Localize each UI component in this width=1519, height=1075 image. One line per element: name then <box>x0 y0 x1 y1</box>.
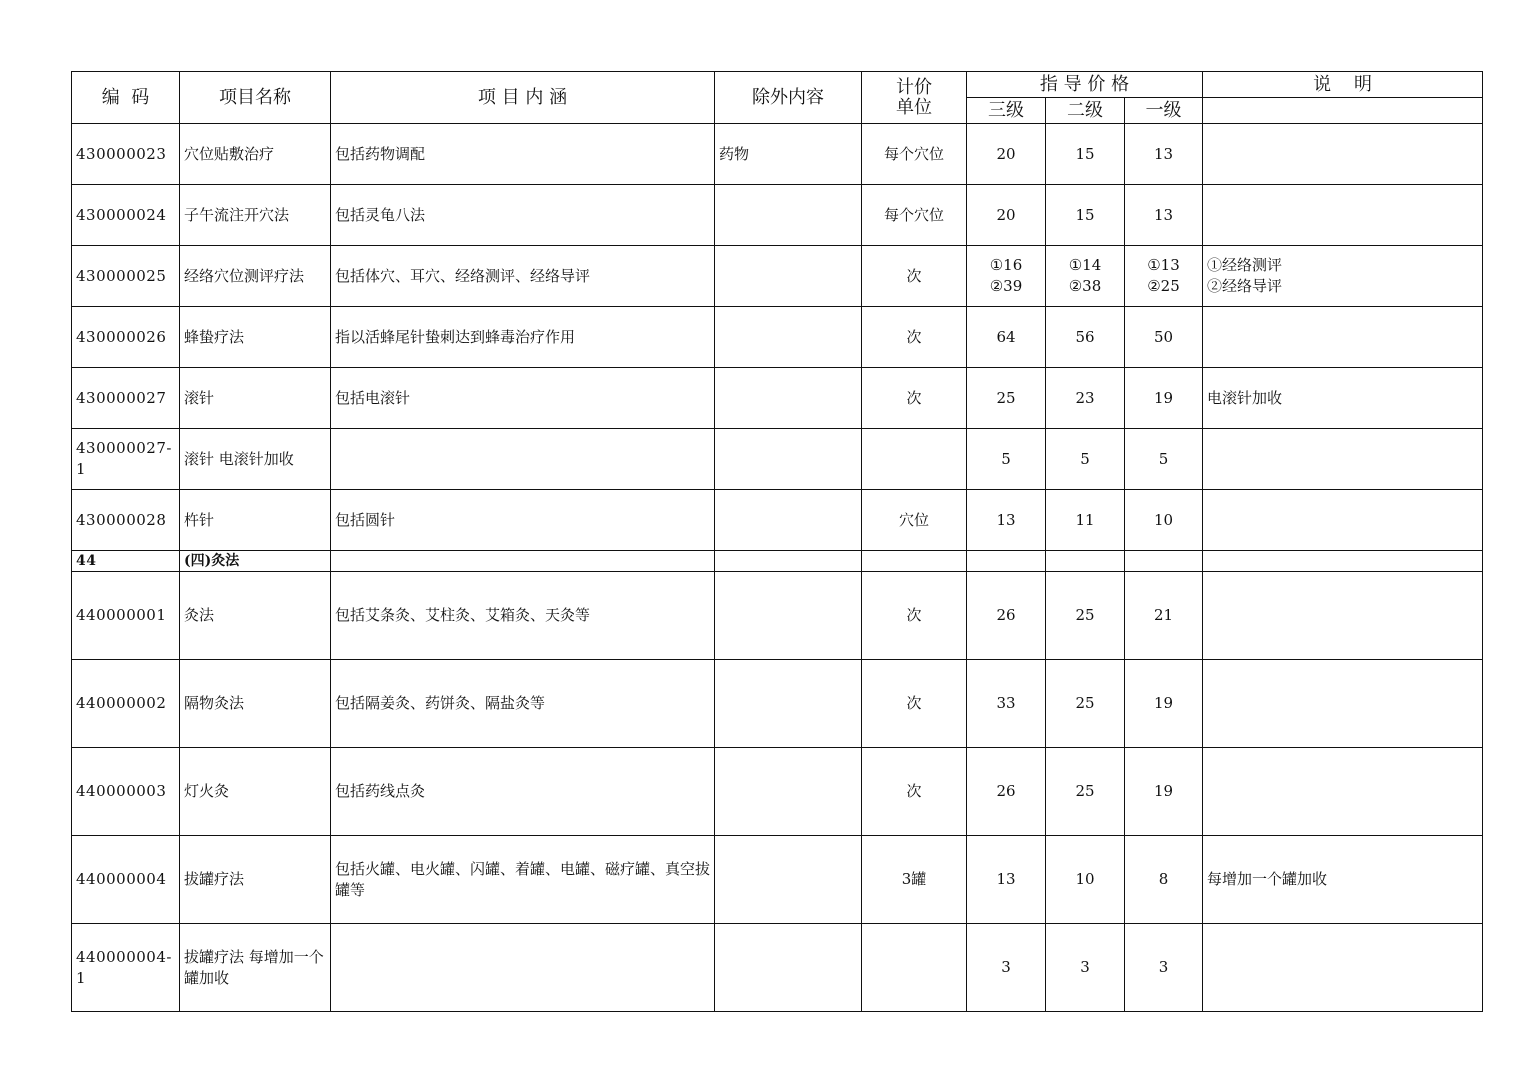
table-body-section <box>72 551 1483 572</box>
cell-price-level1: ①13 ②25 <box>1125 246 1203 307</box>
section-blank <box>331 551 715 572</box>
cell-name: 经络穴位测评疗法 <box>180 246 331 307</box>
cell-code: 440000004-1 <box>72 924 180 1012</box>
cell-code: 430000024 <box>72 185 180 246</box>
cell-unit: 次 <box>862 572 967 660</box>
cell-name: 拔罐疗法 每增加一个罐加收 <box>180 924 331 1012</box>
cell-content: 包括火罐、电火罐、闪罐、着罐、电罐、磁疗罐、真空拔罐等 <box>331 836 715 924</box>
header-content: 项 目 内 涵 <box>331 72 715 124</box>
cell-excluded <box>715 307 862 368</box>
header-level1: 一级 <box>1125 98 1203 124</box>
cell-price-level2: 25 <box>1046 572 1125 660</box>
table-row <box>72 572 1483 660</box>
cell-note <box>1203 924 1483 1012</box>
cell-price-level3: 33 <box>967 660 1046 748</box>
cell-price-level1: 19 <box>1125 660 1203 748</box>
table-row <box>72 368 1483 429</box>
cell-code: 430000027 <box>72 368 180 429</box>
cell-content: 包括药线点灸 <box>331 748 715 836</box>
cell-price-level2: 3 <box>1046 924 1125 1012</box>
section-blank <box>1203 551 1483 572</box>
cell-excluded <box>715 836 862 924</box>
cell-note <box>1203 185 1483 246</box>
cell-note <box>1203 307 1483 368</box>
cell-price-level3: 20 <box>967 185 1046 246</box>
cell-unit <box>862 924 967 1012</box>
cell-unit: 次 <box>862 307 967 368</box>
cell-code: 440000002 <box>72 660 180 748</box>
cell-price-level1: 19 <box>1125 748 1203 836</box>
cell-price-level1: 3 <box>1125 924 1203 1012</box>
section-blank <box>862 551 967 572</box>
cell-note <box>1203 660 1483 748</box>
header-note: 说 明 <box>1203 72 1483 98</box>
table-body-acupuncture <box>72 124 1483 551</box>
cell-excluded <box>715 490 862 551</box>
cell-price-level3: ①16 ②39 <box>967 246 1046 307</box>
cell-unit: 次 <box>862 368 967 429</box>
price-table <box>71 71 1483 1012</box>
cell-note: ①经络测评 ②经络导评 <box>1203 246 1483 307</box>
cell-name: 杵针 <box>180 490 331 551</box>
cell-content: 包括灵龟八法 <box>331 185 715 246</box>
cell-price-level3: 26 <box>967 748 1046 836</box>
header-excluded: 除外内容 <box>715 72 862 124</box>
section-blank <box>1125 551 1203 572</box>
cell-name: 隔物灸法 <box>180 660 331 748</box>
cell-excluded <box>715 246 862 307</box>
cell-price-level3: 3 <box>967 924 1046 1012</box>
cell-excluded <box>715 748 862 836</box>
table-row <box>72 429 1483 490</box>
header-guide-price: 指 导 价 格 <box>967 72 1203 98</box>
cell-content: 包括药物调配 <box>331 124 715 185</box>
cell-price-level1: 10 <box>1125 490 1203 551</box>
cell-note <box>1203 572 1483 660</box>
cell-price-level1: 21 <box>1125 572 1203 660</box>
cell-content <box>331 924 715 1012</box>
cell-note <box>1203 124 1483 185</box>
section-row <box>72 551 1483 572</box>
cell-content: 包括体穴、耳穴、经络测评、经络导评 <box>331 246 715 307</box>
header-note-blank <box>1203 98 1483 124</box>
table-row <box>72 246 1483 307</box>
cell-name: 蜂蛰疗法 <box>180 307 331 368</box>
cell-name: 拔罐疗法 <box>180 836 331 924</box>
cell-unit <box>862 429 967 490</box>
cell-code: 430000026 <box>72 307 180 368</box>
header-name: 项目名称 <box>180 72 331 124</box>
section-name: (四)灸法 <box>180 551 331 572</box>
cell-price-level2: 10 <box>1046 836 1125 924</box>
cell-price-level3: 26 <box>967 572 1046 660</box>
cell-price-level2: ①14 ②38 <box>1046 246 1125 307</box>
cell-price-level1: 5 <box>1125 429 1203 490</box>
table-body-moxibustion <box>72 572 1483 1012</box>
cell-price-level2: 15 <box>1046 124 1125 185</box>
cell-code: 430000023 <box>72 124 180 185</box>
table-row <box>72 185 1483 246</box>
table-row <box>72 748 1483 836</box>
cell-price-level3: 64 <box>967 307 1046 368</box>
cell-price-level1: 50 <box>1125 307 1203 368</box>
cell-content: 包括艾条灸、艾柱灸、艾箱灸、天灸等 <box>331 572 715 660</box>
cell-content: 包括圆针 <box>331 490 715 551</box>
table-row <box>72 124 1483 185</box>
cell-price-level3: 13 <box>967 490 1046 551</box>
cell-price-level1: 13 <box>1125 185 1203 246</box>
cell-price-level2: 23 <box>1046 368 1125 429</box>
cell-name: 子午流注开穴法 <box>180 185 331 246</box>
cell-name: 灯火灸 <box>180 748 331 836</box>
cell-price-level2: 11 <box>1046 490 1125 551</box>
table-row <box>72 660 1483 748</box>
section-code: 44 <box>72 551 180 572</box>
header-level3: 三级 <box>967 98 1046 124</box>
header-unit: 计价 单位 <box>862 72 967 124</box>
cell-price-level2: 15 <box>1046 185 1125 246</box>
cell-excluded <box>715 924 862 1012</box>
cell-note: 电滚针加收 <box>1203 368 1483 429</box>
cell-price-level3: 5 <box>967 429 1046 490</box>
cell-excluded <box>715 429 862 490</box>
table-row <box>72 307 1483 368</box>
cell-note <box>1203 429 1483 490</box>
cell-name: 滚针 <box>180 368 331 429</box>
cell-unit: 穴位 <box>862 490 967 551</box>
cell-excluded <box>715 572 862 660</box>
cell-code: 430000025 <box>72 246 180 307</box>
cell-unit: 每个穴位 <box>862 185 967 246</box>
cell-code: 440000004 <box>72 836 180 924</box>
cell-excluded <box>715 660 862 748</box>
cell-code: 430000027-1 <box>72 429 180 490</box>
cell-price-level3: 13 <box>967 836 1046 924</box>
cell-price-level1: 13 <box>1125 124 1203 185</box>
cell-code: 440000003 <box>72 748 180 836</box>
section-blank <box>1046 551 1125 572</box>
header-code: 编 码 <box>72 72 180 124</box>
cell-code: 430000028 <box>72 490 180 551</box>
cell-price-level3: 20 <box>967 124 1046 185</box>
cell-unit: 3罐 <box>862 836 967 924</box>
header-level2: 二级 <box>1046 98 1125 124</box>
cell-note: 每增加一个罐加收 <box>1203 836 1483 924</box>
cell-name: 穴位贴敷治疗 <box>180 124 331 185</box>
cell-name: 滚针 电滚针加收 <box>180 429 331 490</box>
table-row <box>72 836 1483 924</box>
cell-content: 包括电滚针 <box>331 368 715 429</box>
cell-unit: 每个穴位 <box>862 124 967 185</box>
cell-price-level2: 25 <box>1046 660 1125 748</box>
cell-content: 包括隔姜灸、药饼灸、隔盐灸等 <box>331 660 715 748</box>
cell-price-level1: 8 <box>1125 836 1203 924</box>
cell-note <box>1203 748 1483 836</box>
cell-excluded <box>715 185 862 246</box>
cell-price-level2: 56 <box>1046 307 1125 368</box>
cell-price-level1: 19 <box>1125 368 1203 429</box>
cell-price-level2: 25 <box>1046 748 1125 836</box>
cell-note <box>1203 490 1483 551</box>
cell-unit: 次 <box>862 748 967 836</box>
section-blank <box>967 551 1046 572</box>
cell-price-level2: 5 <box>1046 429 1125 490</box>
section-blank <box>715 551 862 572</box>
cell-code: 440000001 <box>72 572 180 660</box>
cell-price-level3: 25 <box>967 368 1046 429</box>
cell-unit: 次 <box>862 246 967 307</box>
cell-name: 灸法 <box>180 572 331 660</box>
cell-excluded <box>715 368 862 429</box>
cell-excluded: 药物 <box>715 124 862 185</box>
table-row <box>72 490 1483 551</box>
table-row <box>72 924 1483 1012</box>
cell-unit: 次 <box>862 660 967 748</box>
cell-content <box>331 429 715 490</box>
cell-content: 指以活蜂尾针蛰刺达到蜂毒治疗作用 <box>331 307 715 368</box>
